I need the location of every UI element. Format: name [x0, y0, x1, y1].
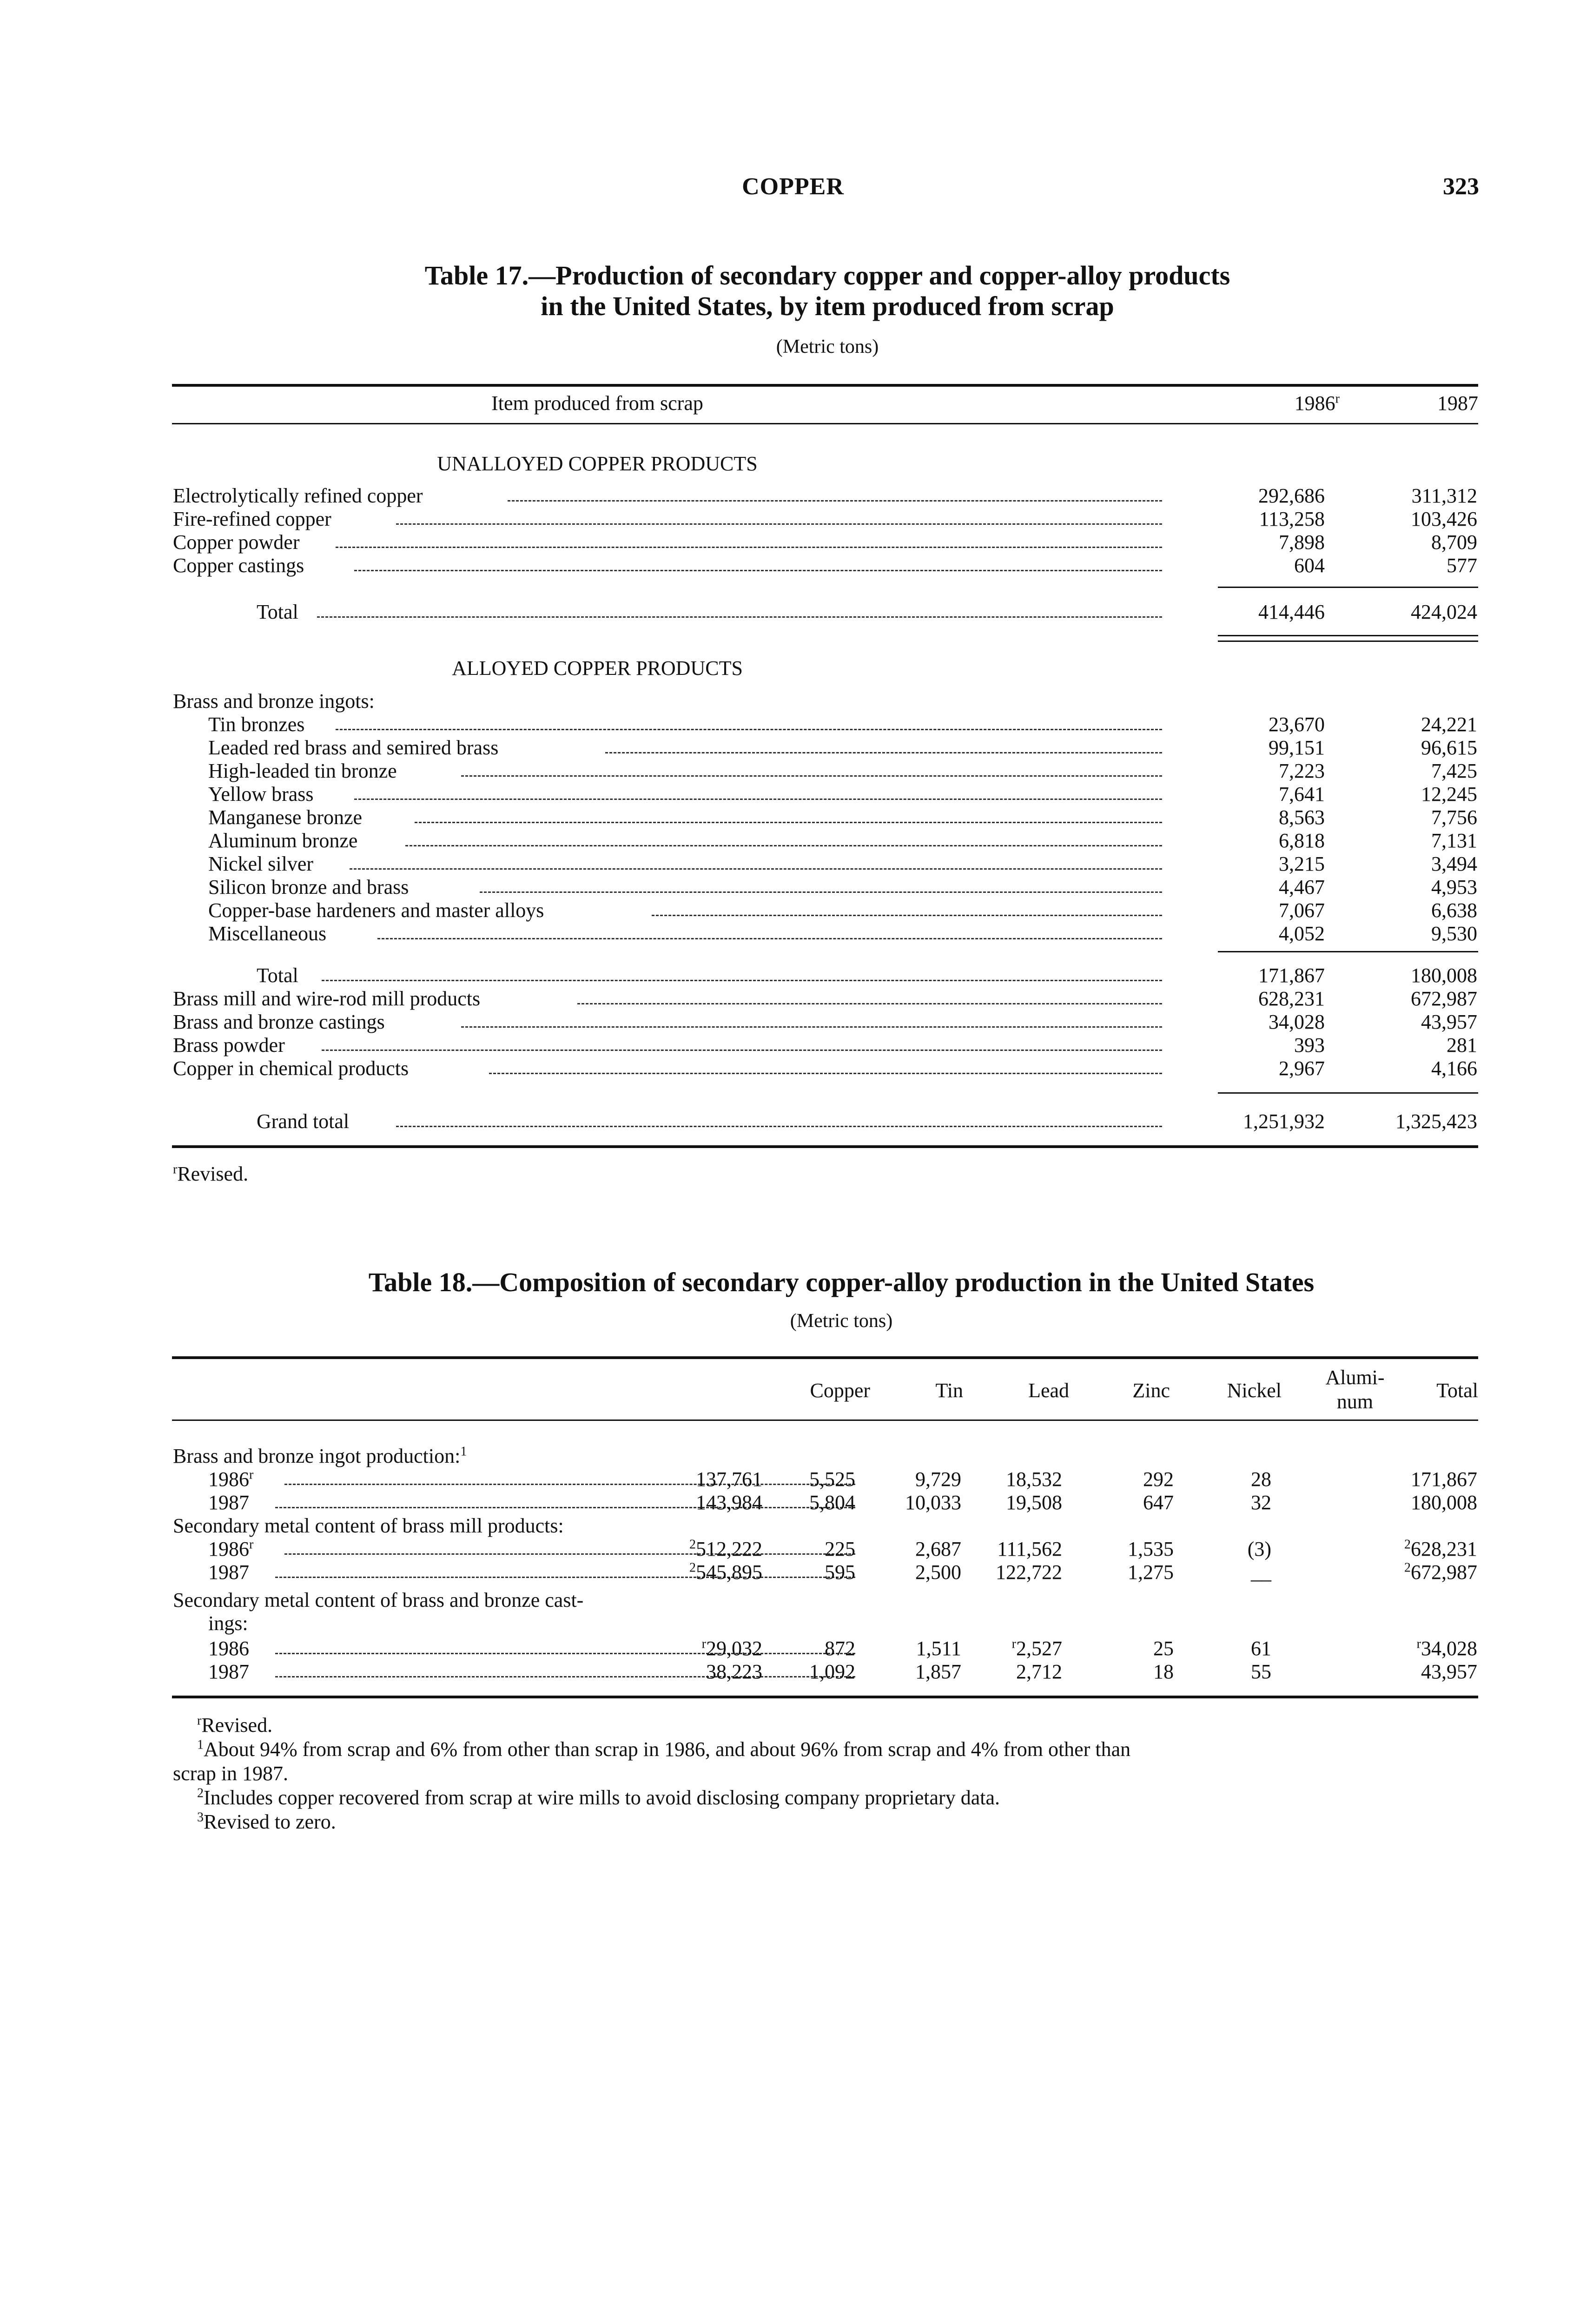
table17-total-rule-a [1218, 635, 1478, 636]
table18-group2-heading: Secondary metal content of brass mill products: [173, 1514, 564, 1537]
table18-top-rule [172, 1356, 1478, 1359]
table17-header-rule [172, 423, 1478, 424]
table-row: 1986$^r$ $^2$512,222 225 2,687 111,562 1,535 (3) $^2$628,231 [208, 1537, 1477, 1560]
table17-section-unalloyed: UNALLOYED COPPER PRODUCTS [437, 452, 758, 475]
table-row: 1986$^r$ 137,761 5,525 9,729 18,532 292 28 171,867 [208, 1467, 1477, 1491]
table-row: 1987 $^2$545,895 595 2,500 122,722 1,275 __ $^2$672,987 [208, 1560, 1477, 1584]
table17-col-1986: 1986$^r$ [1294, 391, 1340, 415]
table-row: Aluminum bronze 6,818 7,131 [208, 829, 1477, 852]
table17-caption-line2: in the United States, by item produced from scrap [541, 291, 1114, 321]
table-row: Brass mill and wire-rod mill products 628,231 672,987 [173, 987, 1477, 1010]
table18-col-lead: Lead [1028, 1379, 1069, 1402]
table18-group3-heading-cont: ings: [208, 1612, 248, 1635]
table17-ingot-sum-rule [1218, 951, 1478, 952]
table18-caption: Table 18.—Composition of secondary copper-alloy production in the United States [368, 1267, 1315, 1297]
table-row: Copper powder 7,898 8,709 [173, 531, 1477, 554]
table-row: Fire-refined copper 113,258 103,426 [173, 508, 1477, 530]
table17-col-1987: 1987 [1437, 392, 1478, 415]
table-row: Total 414,446 424,024 [257, 601, 1477, 623]
table17-caption-line1: Table 17.—Production of secondary copper and copper-alloy products [424, 260, 1230, 290]
table17-ingots-heading: Brass and bronze ingots: [173, 690, 375, 713]
table-row: Manganese bronze 8,563 7,756 [208, 806, 1477, 829]
table17-sum-rule [1218, 587, 1478, 588]
table-row: Copper in chemical products 2,967 4,166 [173, 1057, 1477, 1080]
table17-total-rule-b [1218, 640, 1478, 642]
table-row: Electrolytically refined copper 292,686 311,312 [173, 484, 1477, 507]
table18-units: (Metric tons) [790, 1310, 893, 1332]
table-row: Tin bronzes 23,670 24,221 [208, 713, 1477, 736]
table-row: Brass and bronze castings 34,028 43,957 [173, 1010, 1477, 1033]
table18-col-copper: Copper [810, 1379, 870, 1402]
table-row: Copper castings 604 577 [173, 554, 1477, 577]
table18-col-aluminum: Alumi- num [1325, 1366, 1385, 1413]
table-row: Grand total 1,251,932 1,325,423 [257, 1110, 1477, 1133]
table17-bottom-rule [172, 1145, 1478, 1148]
table18-footnote-r: $^r$Revised. [197, 1713, 273, 1736]
table17-units: (Metric tons) [776, 336, 879, 357]
table-row: Silicon bronze and brass 4,467 4,953 [208, 876, 1477, 898]
table17-footnote: $^r$Revised. [173, 1162, 249, 1185]
table18-bottom-rule [172, 1696, 1478, 1698]
table-row: High-leaded tin bronze 7,223 7,425 [208, 759, 1477, 782]
table18-footnote-2: $^2$Includes copper recovered from scrap at wire mills to avoid disclosing company proprietary data. [197, 1786, 1000, 1809]
table-row: 1987 38,223 1,092 1,857 2,712 18 55 43,957 [208, 1660, 1477, 1683]
table18-col-nickel: Nickel [1227, 1379, 1282, 1402]
page-number: 323 [1443, 173, 1479, 200]
table17-top-rule [172, 384, 1478, 387]
table-row: 1986 $^r$29,032 872 1,511 $^r$2,527 25 61 $^r$34,028 [208, 1637, 1477, 1660]
table18-footnote-1-cont: scrap in 1987. [173, 1762, 289, 1785]
table-row: Yellow brass 7,641 12,245 [208, 783, 1477, 805]
table17-grand-sum-rule [1218, 1092, 1478, 1094]
table18-col-tin: Tin [935, 1379, 963, 1402]
table-row: Miscellaneous 4,052 9,530 [208, 922, 1477, 945]
table-row: 1987 143,984 5,804 10,033 19,508 647 32 180,008 [208, 1491, 1477, 1514]
table-row: Leaded red brass and semired brass 99,151 96,615 [208, 736, 1477, 759]
table17-section-alloyed: ALLOYED COPPER PRODUCTS [452, 657, 743, 680]
table18-col-total: Total [1436, 1379, 1478, 1402]
table-row: Copper-base hardeners and master alloys 7,067 6,638 [208, 899, 1477, 922]
table18-col-zinc: Zinc [1132, 1379, 1170, 1402]
table17-col-item: Item produced from scrap [491, 392, 703, 415]
table18-footnote-1: $^1$About 94% from scrap and 6% from other than scrap in 1986, and about 96% from scrap and 4% from other than [197, 1737, 1131, 1761]
table18-header-rule [172, 1419, 1478, 1421]
table-row: Nickel silver 3,215 3,494 [208, 852, 1477, 875]
table18-group3-heading: Secondary metal content of brass and bronze cast- [173, 1589, 584, 1611]
table18-footnote-3: $^3$Revised to zero. [197, 1810, 336, 1833]
table-row: Brass powder 393 281 [173, 1034, 1477, 1056]
table18-group1-heading: Brass and bronze ingot production:$^1$ [173, 1444, 467, 1467]
table-row: Total 171,867 180,008 [257, 964, 1477, 987]
running-title: COPPER [742, 173, 844, 200]
